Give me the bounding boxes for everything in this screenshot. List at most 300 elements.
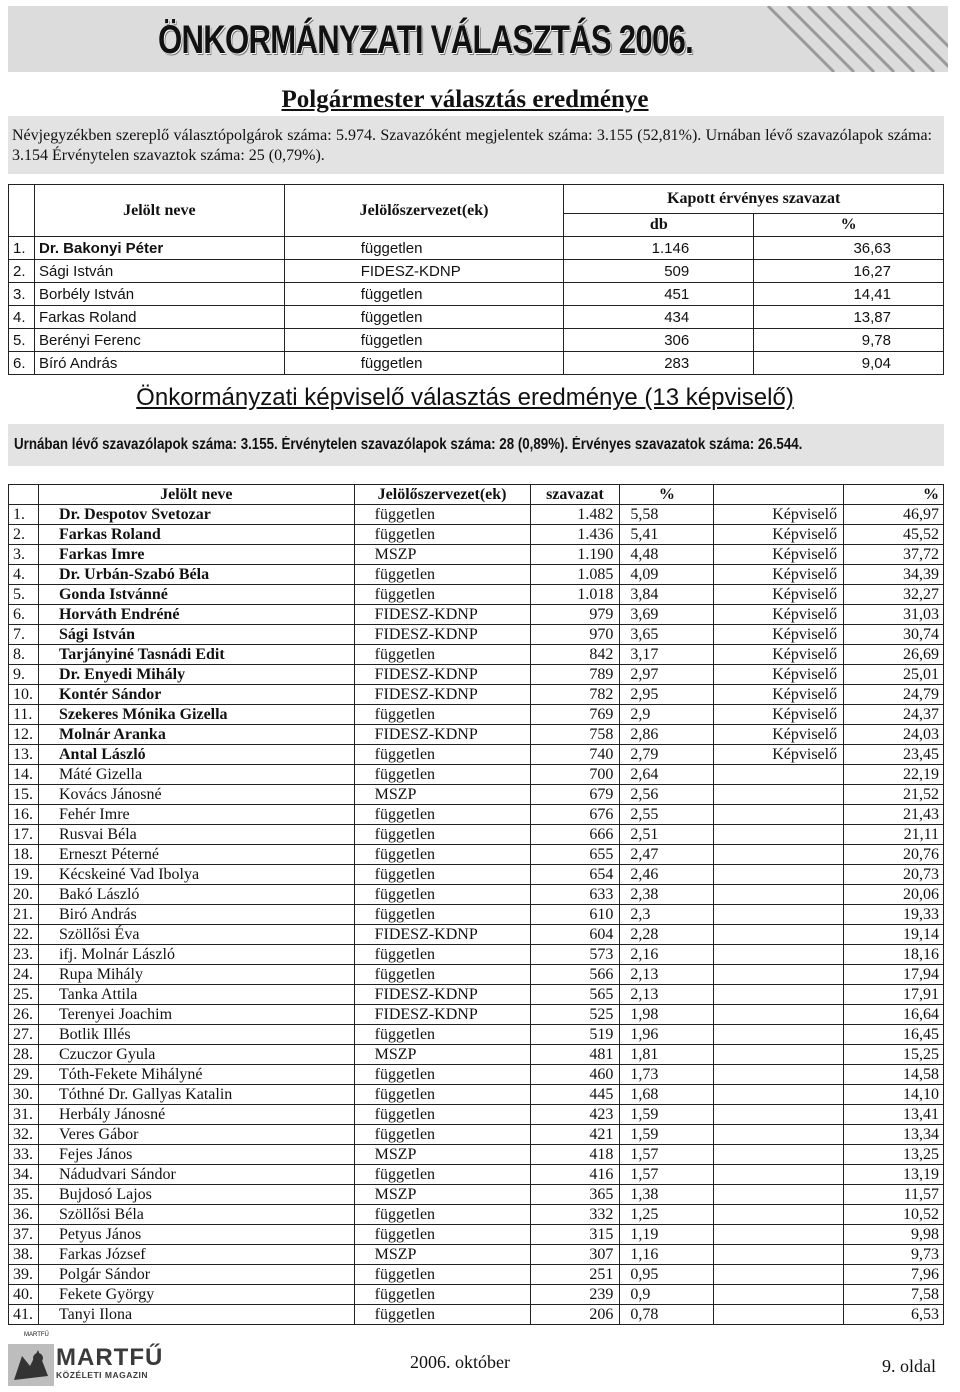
status-label <box>714 865 844 885</box>
vote-percent: 1,19 <box>620 1225 714 1245</box>
status-label: Képviselő <box>714 525 844 545</box>
nominating-org: független <box>354 905 530 925</box>
mayor-row <box>9 260 944 283</box>
candidate-name: Kécskeiné Vad Ibolya <box>38 865 354 885</box>
council-row <box>9 1205 944 1225</box>
vote-count: 519 <box>530 1025 620 1045</box>
candidate-name: Farkas Imre <box>38 545 354 565</box>
row-number: 1. <box>9 505 39 525</box>
vote-percent: 2,97 <box>620 665 714 685</box>
row-number: 5. <box>9 585 39 605</box>
percent-of-voters: 15,25 <box>844 1045 944 1065</box>
vote-count: 365 <box>530 1185 620 1205</box>
row-number: 8. <box>9 645 39 665</box>
row-number: 10. <box>9 685 39 705</box>
row-number: 39. <box>9 1265 39 1285</box>
vote-count: 740 <box>530 745 620 765</box>
page-title: ÖNKORMÁNYZATI VÁLASZTÁS 2006. <box>158 18 693 62</box>
candidate-name: Farkas Roland <box>34 306 284 329</box>
nominating-org: független <box>284 283 564 306</box>
status-label <box>714 1265 844 1285</box>
council-row <box>9 1085 944 1105</box>
status-label <box>714 1005 844 1025</box>
candidate-name: Biró András <box>38 905 354 925</box>
nominating-org: független <box>354 1265 530 1285</box>
mayor-row <box>9 237 944 260</box>
vote-count: 306 <box>564 329 754 352</box>
candidate-name: Sági István <box>34 260 284 283</box>
nominating-org: független <box>354 525 530 545</box>
council-row <box>9 845 944 865</box>
status-label <box>714 1085 844 1105</box>
status-label: Képviselő <box>714 545 844 565</box>
council-row <box>9 585 944 605</box>
status-label <box>714 925 844 945</box>
percent-of-voters: 9,98 <box>844 1225 944 1245</box>
row-number: 18. <box>9 845 39 865</box>
vote-percent: 0,95 <box>620 1265 714 1285</box>
council-row <box>9 1025 944 1045</box>
vote-percent: 1,81 <box>620 1045 714 1065</box>
vote-percent: 2,16 <box>620 945 714 965</box>
vote-count: 239 <box>530 1285 620 1305</box>
row-number: 26. <box>9 1005 39 1025</box>
mayor-row <box>9 352 944 375</box>
candidate-name: Tanka Attila <box>38 985 354 1005</box>
status-label <box>714 1145 844 1165</box>
row-number: 30. <box>9 1085 39 1105</box>
percent-of-voters: 20,73 <box>844 865 944 885</box>
percent-of-voters: 13,25 <box>844 1145 944 1165</box>
council-row <box>9 685 944 705</box>
row-number: 16. <box>9 805 39 825</box>
candidate-name: Herbály Jánosné <box>38 1105 354 1125</box>
council-row <box>9 645 944 665</box>
percent-of-voters: 30,74 <box>844 625 944 645</box>
status-label: Képviselő <box>714 585 844 605</box>
row-number: 32. <box>9 1125 39 1145</box>
nominating-org: független <box>354 945 530 965</box>
nominating-org: független <box>354 765 530 785</box>
council-row <box>9 785 944 805</box>
row-number: 40. <box>9 1285 39 1305</box>
row-number: 11. <box>9 705 39 725</box>
header-org: Jelölőszervezet(ek) <box>284 185 564 237</box>
mayor-row <box>9 329 944 352</box>
nominating-org: MSZP <box>354 1245 530 1265</box>
vote-count: 782 <box>530 685 620 705</box>
status-label <box>714 1185 844 1205</box>
candidate-name: Dr. Bakonyi Péter <box>34 237 284 260</box>
percent-of-voters: 34,39 <box>844 565 944 585</box>
percent-of-voters: 11,57 <box>844 1185 944 1205</box>
row-number: 31. <box>9 1105 39 1125</box>
candidate-name: Gonda Istvánné <box>38 585 354 605</box>
row-number: 24. <box>9 965 39 985</box>
vote-count: 655 <box>530 845 620 865</box>
nominating-org: FIDESZ-KDNP <box>354 685 530 705</box>
candidate-name: Dr. Urbán-Szabó Béla <box>38 565 354 585</box>
status-label: Képviselő <box>714 565 844 585</box>
row-number: 33. <box>9 1145 39 1165</box>
vote-percent: 2,64 <box>620 765 714 785</box>
vote-count: 307 <box>530 1245 620 1265</box>
nominating-org: független <box>354 1025 530 1045</box>
council-row <box>9 765 944 785</box>
row-number: 7. <box>9 625 39 645</box>
status-label <box>714 1305 844 1325</box>
vote-count: 434 <box>564 306 754 329</box>
percent-of-voters: 24,03 <box>844 725 944 745</box>
nominating-org: FIDESZ-KDNP <box>354 625 530 645</box>
council-row <box>9 865 944 885</box>
vote-count: 573 <box>530 945 620 965</box>
council-row <box>9 525 944 545</box>
row-number: 2. <box>9 525 39 545</box>
percent-of-voters: 13,34 <box>844 1125 944 1145</box>
status-label: Képviselő <box>714 705 844 725</box>
candidate-name: Petyus János <box>38 1225 354 1245</box>
council-results-table <box>8 484 944 1325</box>
council-row <box>9 1065 944 1085</box>
vote-count: 979 <box>530 605 620 625</box>
vote-percent: 1,98 <box>620 1005 714 1025</box>
vote-count: 758 <box>530 725 620 745</box>
vote-count: 565 <box>530 985 620 1005</box>
percent-of-voters: 17,94 <box>844 965 944 985</box>
nominating-org: független <box>354 1285 530 1305</box>
vote-percent: 2,79 <box>620 745 714 765</box>
percent-of-voters: 17,91 <box>844 985 944 1005</box>
candidate-name: Bakó László <box>38 885 354 905</box>
status-label <box>714 1165 844 1185</box>
vote-percent: 3,65 <box>620 625 714 645</box>
vote-count: 481 <box>530 1045 620 1065</box>
percent-of-voters: 7,58 <box>844 1285 944 1305</box>
decorative-lines <box>748 6 948 72</box>
header-votes-group: Kapott érvényes szavazat <box>564 185 944 214</box>
nominating-org: FIDESZ-KDNP <box>354 725 530 745</box>
percent-of-voters: 21,43 <box>844 805 944 825</box>
vote-percent: 4,09 <box>620 565 714 585</box>
vote-percent: 9,78 <box>754 329 944 352</box>
nominating-org: független <box>354 505 530 525</box>
vote-percent: 2,56 <box>620 785 714 805</box>
issue-date: 2006. október <box>410 1352 510 1372</box>
status-label <box>714 805 844 825</box>
row-number: 6. <box>9 605 39 625</box>
status-label <box>714 965 844 985</box>
candidate-name: Farkas Roland <box>38 525 354 545</box>
title-banner <box>8 6 948 72</box>
logo-sub-text: KÖZÉLETI MAGAZIN <box>56 1370 149 1380</box>
vote-percent: 1,68 <box>620 1085 714 1105</box>
candidate-name: Szöllősi Éva <box>38 925 354 945</box>
council-row <box>9 665 944 685</box>
vote-percent: 2,9 <box>620 705 714 725</box>
row-number: 4. <box>9 306 35 329</box>
status-label: Képviselő <box>714 745 844 765</box>
vote-count: 418 <box>530 1145 620 1165</box>
row-number: 22. <box>9 925 39 945</box>
vote-count: 970 <box>530 625 620 645</box>
vote-percent: 2,95 <box>620 685 714 705</box>
council-row <box>9 925 944 945</box>
nominating-org: MSZP <box>354 1045 530 1065</box>
candidate-name: Molnár Aranka <box>38 725 354 745</box>
council-row <box>9 625 944 645</box>
nominating-org: FIDESZ-KDNP <box>284 260 564 283</box>
vote-percent: 1,59 <box>620 1125 714 1145</box>
vote-percent: 13,87 <box>754 306 944 329</box>
vote-percent: 2,46 <box>620 865 714 885</box>
candidate-name: Polgár Sándor <box>38 1265 354 1285</box>
row-number: 3. <box>9 283 35 306</box>
vote-percent: 16,27 <box>754 260 944 283</box>
vote-count: 421 <box>530 1125 620 1145</box>
logo-top-text: MARTFŰ <box>24 1332 49 1338</box>
vote-percent: 1,73 <box>620 1065 714 1085</box>
vote-count: 604 <box>530 925 620 945</box>
candidate-name: ifj. Molnár László <box>38 945 354 965</box>
page-number: 9. oldal <box>882 1356 936 1376</box>
row-number: 15. <box>9 785 39 805</box>
council-row <box>9 725 944 745</box>
status-label <box>714 825 844 845</box>
percent-of-voters: 25,01 <box>844 665 944 685</box>
candidate-name: Rupa Mihály <box>38 965 354 985</box>
candidate-name: Veres Gábor <box>38 1125 354 1145</box>
row-number: 2. <box>9 260 35 283</box>
candidate-name: Erneszt Péterné <box>38 845 354 865</box>
row-number: 6. <box>9 352 35 375</box>
row-number: 19. <box>9 865 39 885</box>
vote-percent: 1,16 <box>620 1245 714 1265</box>
nominating-org: független <box>354 705 530 725</box>
council-row <box>9 605 944 625</box>
mayor-section-heading: Polgármester választás eredménye <box>281 86 649 113</box>
vote-count: 666 <box>530 825 620 845</box>
vote-percent: 3,69 <box>620 605 714 625</box>
row-number: 38. <box>9 1245 39 1265</box>
vote-percent: 9,04 <box>754 352 944 375</box>
council-row <box>9 965 944 985</box>
percent-of-voters: 14,58 <box>844 1065 944 1085</box>
row-number: 1. <box>9 237 35 260</box>
status-label <box>714 1025 844 1045</box>
status-label <box>714 1045 844 1065</box>
vote-count: 679 <box>530 785 620 805</box>
percent-of-voters: 45,52 <box>844 525 944 545</box>
council-row <box>9 1285 944 1305</box>
mayor-info-text: Névjegyzékben szereplő választópolgárok száma: 5.974. Szavazóként megjelentek száma: 3.155 (52,81%). Urnában lévő szavazólapok száma: 3.154 Érvénytelen szavaztok száma: 25 (0,79%). <box>12 127 932 164</box>
percent-of-voters: 26,69 <box>844 645 944 665</box>
council-row <box>9 745 944 765</box>
status-label: Képviselő <box>714 605 844 625</box>
nominating-org: független <box>354 965 530 985</box>
row-number: 29. <box>9 1065 39 1085</box>
vote-count: 1.085 <box>530 565 620 585</box>
candidate-name: Szekeres Mónika Gizella <box>38 705 354 725</box>
row-number: 28. <box>9 1045 39 1065</box>
header-name: Jelölt neve <box>34 185 284 237</box>
vote-percent: 1,57 <box>620 1165 714 1185</box>
nominating-org: független <box>354 805 530 825</box>
council-row <box>9 885 944 905</box>
candidate-name: Tanyi Ilona <box>38 1305 354 1325</box>
council-row <box>9 905 944 925</box>
status-label <box>714 885 844 905</box>
status-label <box>714 765 844 785</box>
council-row <box>9 825 944 845</box>
council-row <box>9 1005 944 1025</box>
status-label <box>714 1205 844 1225</box>
candidate-name: Berényi Ferenc <box>34 329 284 352</box>
vote-count: 700 <box>530 765 620 785</box>
vote-percent: 1,38 <box>620 1185 714 1205</box>
vote-percent: 2,13 <box>620 985 714 1005</box>
vote-percent: 14,41 <box>754 283 944 306</box>
nominating-org: MSZP <box>354 1185 530 1205</box>
status-label: Képviselő <box>714 505 844 525</box>
vote-percent: 2,3 <box>620 905 714 925</box>
vote-count: 654 <box>530 865 620 885</box>
percent-of-voters: 24,37 <box>844 705 944 725</box>
vote-percent: 2,38 <box>620 885 714 905</box>
council-row <box>9 1165 944 1185</box>
mayor-row <box>9 306 944 329</box>
nominating-org: független <box>354 745 530 765</box>
percent-of-voters: 10,52 <box>844 1205 944 1225</box>
row-number: 9. <box>9 665 39 685</box>
header-pct: % <box>754 214 944 237</box>
row-number: 25. <box>9 985 39 1005</box>
nominating-org: független <box>354 1305 530 1325</box>
council-info-text: Urnában lévő szavazólapok száma: 3.155. Érvénytelen szavazólapok száma: 28 (0,89%). Érvényes szavazatok száma: 26.544. <box>14 436 803 453</box>
percent-of-voters: 23,45 <box>844 745 944 765</box>
header-votes: szavazat <box>530 485 620 505</box>
vote-percent: 4,48 <box>620 545 714 565</box>
vote-percent: 2,47 <box>620 845 714 865</box>
nominating-org: független <box>354 1205 530 1225</box>
nominating-org: FIDESZ-KDNP <box>354 665 530 685</box>
vote-count: 566 <box>530 965 620 985</box>
vote-count: 332 <box>530 1205 620 1225</box>
nominating-org: független <box>354 565 530 585</box>
status-label: Képviselő <box>714 625 844 645</box>
vote-percent: 2,28 <box>620 925 714 945</box>
status-label: Képviselő <box>714 665 844 685</box>
candidate-name: Kovács Jánosné <box>38 785 354 805</box>
status-label: Képviselő <box>714 725 844 745</box>
vote-percent: 3,84 <box>620 585 714 605</box>
percent-of-voters: 21,52 <box>844 785 944 805</box>
nominating-org: független <box>354 1085 530 1105</box>
nominating-org: FIDESZ-KDNP <box>354 605 530 625</box>
header-db: db <box>564 214 754 237</box>
row-number: 5. <box>9 329 35 352</box>
nominating-org: független <box>354 1165 530 1185</box>
vote-percent: 2,86 <box>620 725 714 745</box>
nominating-org: MSZP <box>354 785 530 805</box>
candidate-name: Horváth Endréné <box>38 605 354 625</box>
vote-percent: 0,9 <box>620 1285 714 1305</box>
vote-count: 1.190 <box>530 545 620 565</box>
row-number: 35. <box>9 1185 39 1205</box>
logo-main-text: MARTFŰ <box>56 1344 164 1371</box>
percent-of-voters: 13,19 <box>844 1165 944 1185</box>
nominating-org: független <box>354 845 530 865</box>
vote-count: 423 <box>530 1105 620 1125</box>
council-row <box>9 565 944 585</box>
vote-count: 789 <box>530 665 620 685</box>
vote-count: 416 <box>530 1165 620 1185</box>
header-status <box>714 485 844 505</box>
council-row <box>9 1045 944 1065</box>
nominating-org: független <box>284 329 564 352</box>
status-label <box>714 845 844 865</box>
vote-percent: 2,55 <box>620 805 714 825</box>
vote-percent: 5,58 <box>620 505 714 525</box>
header-org: Jelölőszervezet(ek) <box>354 485 530 505</box>
row-number: 34. <box>9 1165 39 1185</box>
percent-of-voters: 6,53 <box>844 1305 944 1325</box>
header-name: Jelölt neve <box>38 485 354 505</box>
candidate-name: Bujdosó Lajos <box>38 1185 354 1205</box>
candidate-name: Czuczor Gyula <box>38 1045 354 1065</box>
candidate-name: Bíró András <box>34 352 284 375</box>
vote-count: 633 <box>530 885 620 905</box>
percent-of-voters: 19,14 <box>844 925 944 945</box>
nominating-org: FIDESZ-KDNP <box>354 1005 530 1025</box>
row-number: 27. <box>9 1025 39 1045</box>
vote-percent: 1,57 <box>620 1145 714 1165</box>
vote-count: 842 <box>530 645 620 665</box>
vote-percent: 2,51 <box>620 825 714 845</box>
council-row <box>9 945 944 965</box>
council-row <box>9 1145 944 1165</box>
nominating-org: független <box>354 585 530 605</box>
candidate-name: Borbély István <box>34 283 284 306</box>
council-row <box>9 1125 944 1145</box>
percent-of-voters: 16,64 <box>844 1005 944 1025</box>
candidate-name: Farkas József <box>38 1245 354 1265</box>
candidate-name: Botlik Illés <box>38 1025 354 1045</box>
percent-of-voters: 31,03 <box>844 605 944 625</box>
nominating-org: független <box>354 865 530 885</box>
vote-count: 1.482 <box>530 505 620 525</box>
percent-of-voters: 20,76 <box>844 845 944 865</box>
percent-of-voters: 19,33 <box>844 905 944 925</box>
council-row <box>9 545 944 565</box>
vote-count: 460 <box>530 1065 620 1085</box>
mayor-results-table <box>8 184 944 375</box>
candidate-name: Antal László <box>38 745 354 765</box>
status-label <box>714 985 844 1005</box>
row-number: 23. <box>9 945 39 965</box>
status-label <box>714 1285 844 1305</box>
nominating-org: független <box>354 1105 530 1125</box>
candidate-name: Fekete György <box>38 1285 354 1305</box>
candidate-name: Szöllősi Béla <box>38 1205 354 1225</box>
candidate-name: Tóth-Fekete Mihályné <box>38 1065 354 1085</box>
vote-count: 283 <box>564 352 754 375</box>
council-row <box>9 1245 944 1265</box>
status-label <box>714 1105 844 1125</box>
candidate-name: Terenyei Joachim <box>38 1005 354 1025</box>
nominating-org: FIDESZ-KDNP <box>354 985 530 1005</box>
status-label <box>714 1225 844 1245</box>
